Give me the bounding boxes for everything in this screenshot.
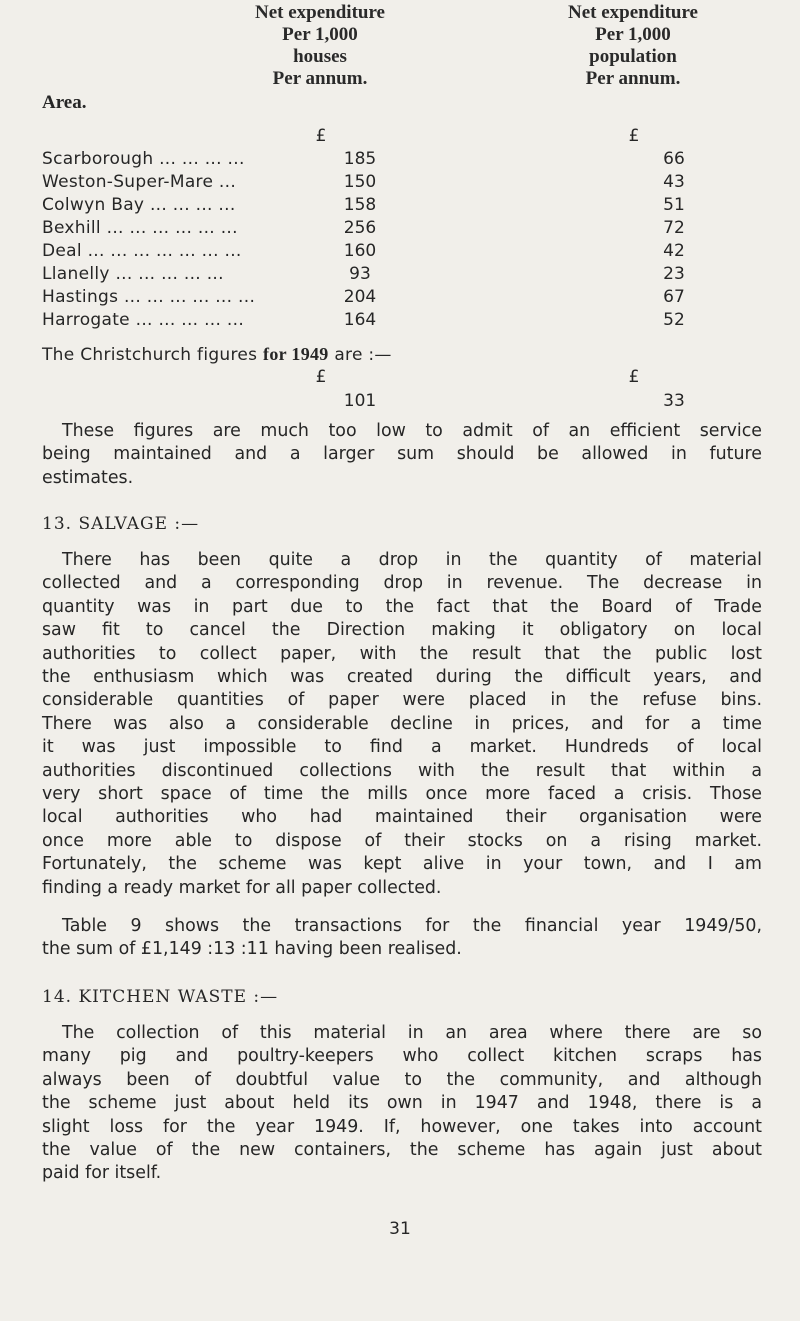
area-name: Harrogate ... ... ... ... ... <box>42 310 245 330</box>
column-header-population <box>523 2 743 90</box>
christchurch-value-houses: 101 <box>343 391 377 411</box>
text-line: estimates. <box>42 467 134 488</box>
text-line: the enthusiasm which was created during the difficult years, and <box>42 667 762 688</box>
text-line: once more able to dispose of their stocks on a rising market. <box>42 830 762 851</box>
salvage-paragraph <box>42 549 762 900</box>
value-per-population: 67 <box>663 287 685 307</box>
area-name: Colwyn Bay ... ... ... ... <box>42 195 236 215</box>
text-line: The collection of this material in an area where there are so <box>62 1023 762 1043</box>
area-name: Weston-Super-Mare ... <box>42 172 237 192</box>
unit-pound-population: £ <box>628 126 640 146</box>
text-line: quantity was in part due to the fact that the Board of Trade <box>42 596 762 617</box>
text-line: authorities to collect paper, with the result that the public lost <box>42 643 762 664</box>
text-line: the value of the new containers, the scheme has again just about <box>42 1140 762 1161</box>
text-line: saw fit to cancel the Direction making it obligatory on local <box>42 620 762 641</box>
text-line: being maintained and a larger sum should be allowed in future <box>42 444 762 465</box>
column-header-population-line: Per annum. <box>585 68 681 89</box>
intro-paragraph <box>42 420 762 490</box>
text-line: slight loss for the year 1949. If, however, one takes into account <box>42 1116 762 1137</box>
text-line: many pig and poultry-keepers who collect kitchen scraps has <box>42 1046 762 1067</box>
area-name: Scarborough ... ... ... ... <box>42 149 245 169</box>
area-name: Llanelly ... ... ... ... ... <box>42 264 224 284</box>
christchurch-unit-houses: £ <box>315 367 327 387</box>
column-header-population-line: Net expenditure <box>568 2 698 23</box>
value-per-houses: 150 <box>343 172 377 192</box>
value-per-population: 23 <box>663 264 685 284</box>
text-line: always been of doubtful value to the community, and although <box>42 1069 762 1090</box>
table-row <box>42 287 762 309</box>
column-header-houses-line: Per annum. <box>272 68 368 89</box>
table-row <box>42 195 762 217</box>
value-per-population: 52 <box>663 310 685 330</box>
text-line: collected and a corresponding drop in revenue. The decrease in <box>42 573 762 594</box>
value-per-population: 43 <box>663 172 685 192</box>
christchurch-text-end: are :— <box>328 345 392 365</box>
text-line: very short space of time the mills once more faced a crisis. Those <box>42 784 762 805</box>
text-line: paid for itself. <box>42 1163 162 1184</box>
column-header-area: Area. <box>42 92 87 113</box>
section-heading-salvage: 13. SALVAGE :— <box>42 514 200 534</box>
area-name: Deal ... ... ... ... ... ... ... <box>42 241 242 261</box>
page-number: 31 <box>389 1219 411 1239</box>
text-line: Fortunately, the scheme was kept alive in your town, and I am <box>42 854 762 875</box>
kitchen-waste-paragraph <box>42 1022 762 1186</box>
text-line: considerable quantities of paper were placed in the refuse bins. <box>42 690 762 711</box>
column-header-population-line: Per 1,000 <box>595 24 671 45</box>
value-per-houses: 185 <box>343 149 377 169</box>
text-line: There has been quite a drop in the quantity of material <box>62 550 762 570</box>
text-line: it was just impossible to find a market. Hundreds of local <box>42 737 762 758</box>
text-line: the sum of £1,149 :13 :11 having been realised. <box>42 939 462 960</box>
area-name: Bexhill ... ... ... ... ... ... <box>42 218 238 238</box>
value-per-population: 51 <box>663 195 685 215</box>
value-per-houses: 160 <box>343 241 377 261</box>
value-per-houses: 158 <box>343 195 377 215</box>
text-line: authorities discontinued collections with the result that within a <box>42 760 762 781</box>
christchurch-unit-population: £ <box>628 367 640 387</box>
value-per-houses: 164 <box>343 310 377 330</box>
christchurch-line <box>42 344 762 366</box>
christchurch-text: The Christchurch figures <box>42 345 264 365</box>
christchurch-value-population: 33 <box>663 391 685 411</box>
table-row <box>42 241 762 263</box>
table-row <box>42 218 762 240</box>
text-line: These figures are much too low to admit of an efficient service <box>62 421 762 441</box>
area-name: Hastings ... ... ... ... ... ... <box>42 287 256 307</box>
value-per-houses: 204 <box>343 287 377 307</box>
christchurch-values <box>42 391 762 413</box>
value-per-population: 66 <box>663 149 685 169</box>
value-per-houses: 256 <box>343 218 377 238</box>
value-per-houses: 93 <box>349 264 371 284</box>
unit-pound-houses: £ <box>315 126 327 146</box>
text-line: the scheme just about held its own in 1947 and 1948, there is a <box>42 1093 762 1114</box>
text-line: There was also a considerable decline in prices, and for a time <box>42 713 762 734</box>
salvage-paragraph-2 <box>42 915 762 962</box>
text-line: Table 9 shows the transactions for the financial year 1949/50, <box>62 916 762 936</box>
table-row <box>42 264 762 286</box>
value-per-population: 42 <box>663 241 685 261</box>
table-row <box>42 310 762 332</box>
christchurch-year: for 1949 <box>263 344 329 364</box>
value-per-population: 72 <box>663 218 685 238</box>
table-row <box>42 172 762 194</box>
column-header-population-line: population <box>589 46 677 67</box>
column-header-houses-line: Per 1,000 <box>282 24 358 45</box>
text-line: finding a ready market for all paper collected. <box>42 877 442 898</box>
table-row <box>42 149 762 171</box>
section-heading-kitchen-waste: 14. KITCHEN WASTE :— <box>42 987 279 1007</box>
column-header-houses-line: houses <box>293 46 347 67</box>
column-header-houses-line: Net expenditure <box>255 2 385 23</box>
column-header-houses <box>210 2 430 90</box>
text-line: local authorities who had maintained their organisation were <box>42 807 762 828</box>
